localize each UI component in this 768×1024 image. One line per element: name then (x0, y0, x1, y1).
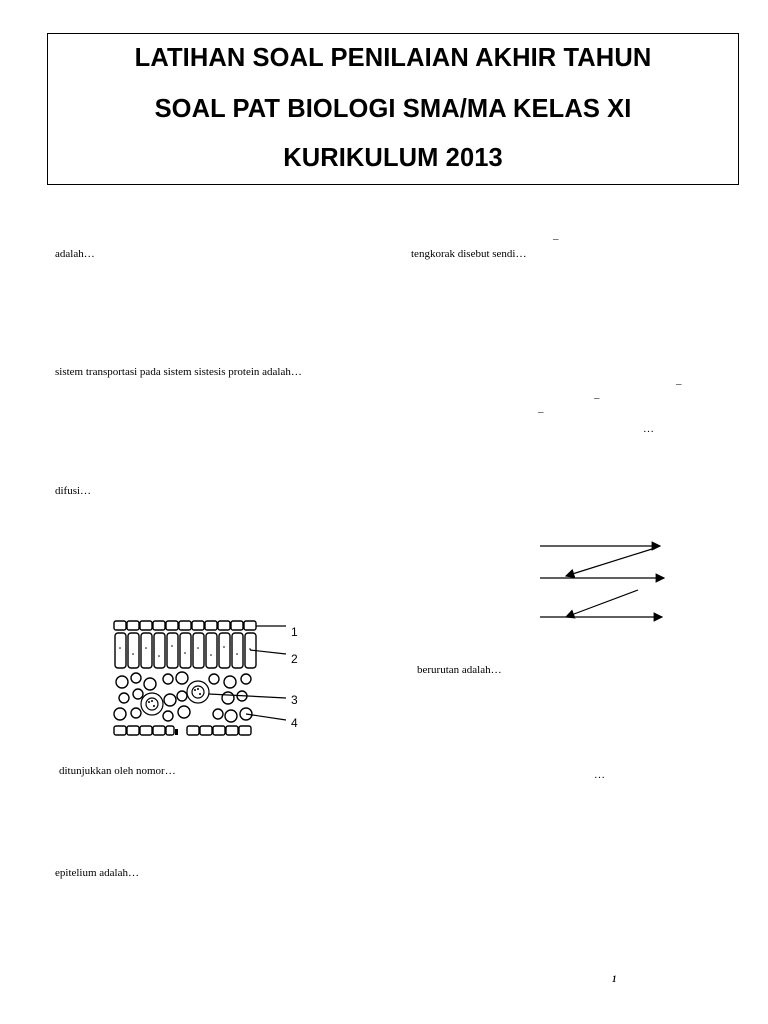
leaf-cross-section-figure (110, 618, 320, 743)
page-title: LATIHAN SOAL PENILAIAN AKHIR TAHUN (134, 44, 652, 72)
arrow-line (566, 549, 652, 576)
question-fragment: berurutan adalah… (417, 664, 502, 676)
question-fragment: tengkorak disebut sendi… (411, 248, 527, 260)
arrow-line (566, 590, 638, 617)
title-box (47, 33, 739, 185)
arrow-diagram (530, 535, 670, 630)
stoma (175, 729, 178, 735)
figure-label-2: 2 (291, 652, 298, 666)
lower-epidermis (114, 726, 251, 735)
upper-epidermis (114, 621, 256, 630)
page-number: 1 (612, 974, 617, 984)
ellipsis-fragment: … (643, 423, 654, 435)
figure-label-1: 1 (291, 625, 298, 639)
dash-mark: – (594, 392, 600, 404)
question-fragment: epitelium adalah… (55, 867, 139, 879)
palisade-layer (115, 633, 256, 668)
page-subtitle: SOAL PAT BIOLOGI SMA/MA KELAS XI (154, 95, 632, 123)
question-fragment: ditunjukkan oleh nomor… (59, 765, 176, 777)
question-fragment: difusi… (55, 485, 92, 497)
figure-label-3: 3 (291, 693, 298, 707)
dash-mark: – (553, 233, 559, 245)
dash-mark: – (676, 378, 682, 390)
question-fragment: adalah… (55, 248, 95, 260)
figure-label-4: 4 (291, 716, 298, 730)
question-fragment: sistem transportasi pada sistem sistesis protein adalah… (55, 366, 302, 378)
dash-mark: – (538, 406, 544, 418)
curriculum-label: KURIKULUM 2013 (283, 144, 503, 172)
ellipsis-fragment: … (594, 769, 605, 781)
spongy-mesophyll (114, 672, 252, 722)
